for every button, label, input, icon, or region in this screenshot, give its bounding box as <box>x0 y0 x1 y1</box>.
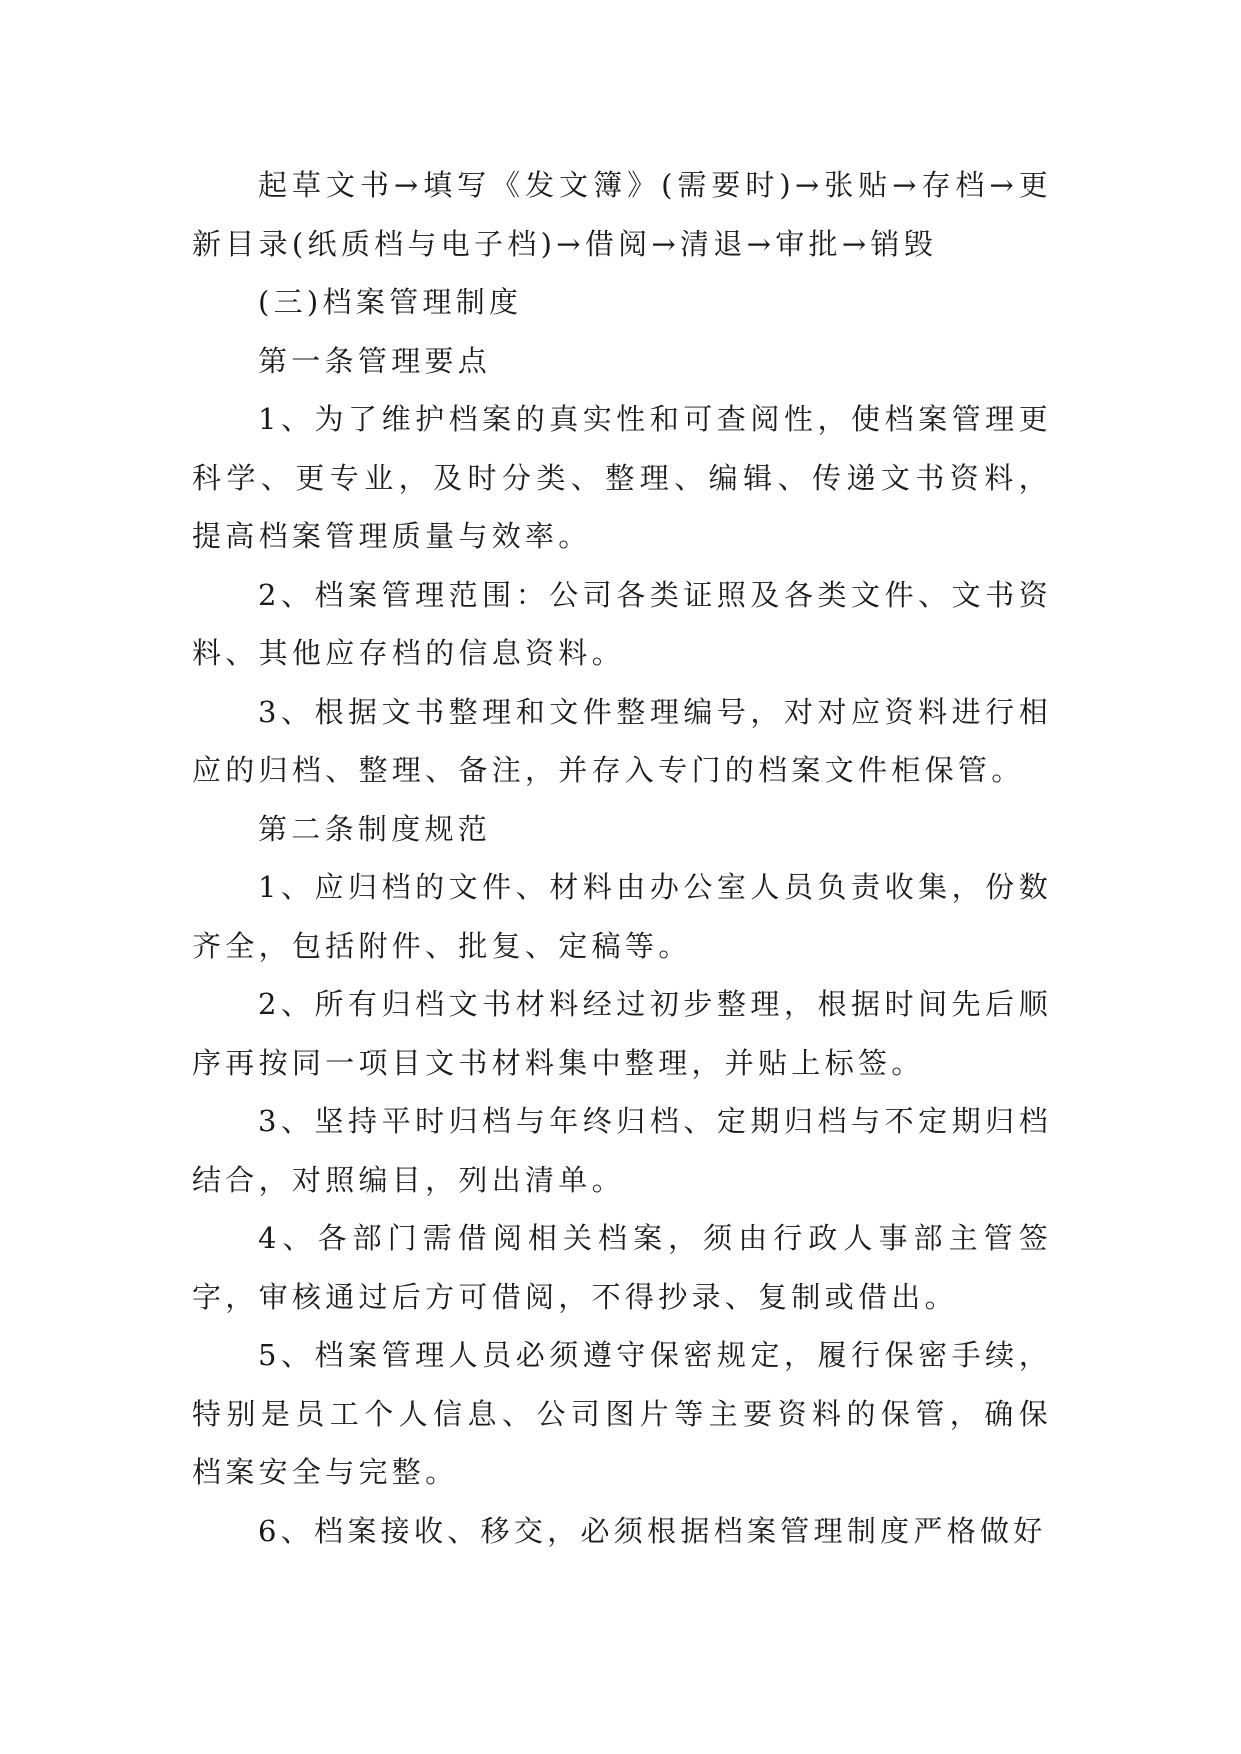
article-heading: 第一条管理要点 <box>258 343 492 378</box>
list-item: 1、为了维护档案的真实性和可查阅性，使档案管理更科学、更专业，及时分类、整理、编辑、传递文书资料，提高档案管理质量与效率。 <box>192 402 1052 553</box>
list-item: 3、根据文书整理和文件整理编号，对对应资料进行相应的归档、整理、备注，并存入专门的档案文件柜保管。 <box>192 694 1052 787</box>
list-item: 2、档案管理范围：公司各类证照及各类文件、文书资料、其他应存档的信息资料。 <box>192 577 1052 670</box>
document-body <box>192 156 1052 1560</box>
list-item: 2、所有归档文书材料经过初步整理，根据时间先后顺序再按同一项目文书材料集中整理，并贴上标签。 <box>192 987 1052 1080</box>
list-item: 6、档案接收、移交，必须根据档案管理制度严格做好 <box>258 1513 1047 1548</box>
list-item: 1、应归档的文件、材料由办公室人员负责收集，份数齐全，包括附件、批复、定稿等。 <box>192 870 1052 963</box>
section-heading: (三)档案管理制度 <box>258 285 523 319</box>
article-heading: 第二条制度规范 <box>258 811 492 846</box>
process-flow-paragraph: 起草文书→填写《发文簿》(需要时)→张贴→存档→更新目录(纸质档与电子档)→借阅→清退→审批→销毁 <box>192 168 1052 261</box>
list-item: 4、各部门需借阅相关档案，须由行政人事部主管签字，审核通过后方可借阅，不得抄录、复制或借出。 <box>192 1221 1052 1314</box>
list-item: 5、档案管理人员必须遵守保密规定，履行保密手续，特别是员工个人信息、公司图片等主要资料的保管，确保档案安全与完整。 <box>192 1338 1052 1489</box>
list-item: 3、坚持平时归档与年终归档、定期归档与不定期归档结合，对照编目，列出清单。 <box>192 1104 1052 1197</box>
